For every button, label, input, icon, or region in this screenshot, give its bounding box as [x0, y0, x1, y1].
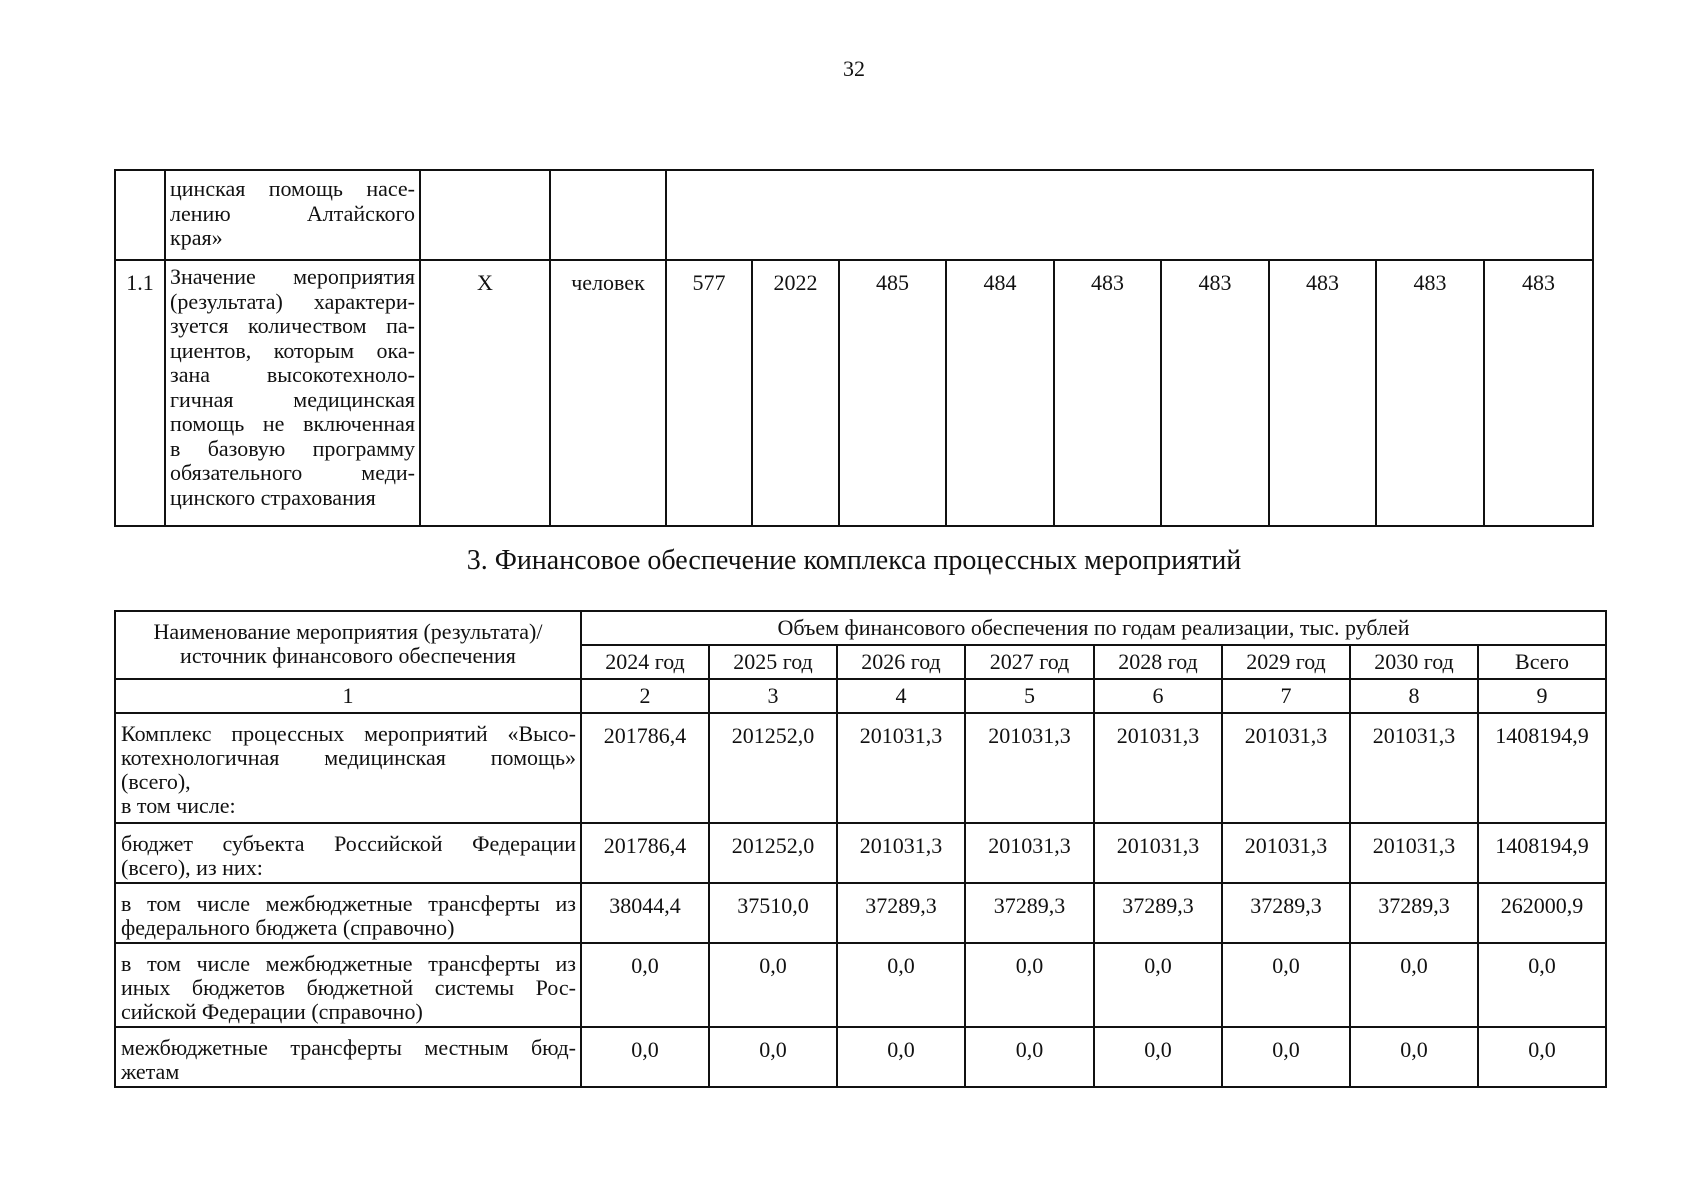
source-name-line: бюджет субъекта Российской Федерации: [121, 831, 576, 856]
value-cell: 483: [1484, 260, 1593, 526]
indicator-name-line: цинского страхования: [170, 484, 376, 510]
source-name-line: жетам: [121, 1059, 180, 1084]
value-cell: 201031,3: [1094, 713, 1222, 823]
value-cell: 37289,3: [1094, 883, 1222, 943]
table-row: [115, 1027, 1606, 1087]
section-title: 3. Финансовое обеспечение комплекса процессных мероприятий: [466, 545, 1242, 576]
value-cell: 201031,3: [1222, 713, 1350, 823]
source-name-line: межбюджетные трансферты местным бюд-: [121, 1035, 576, 1060]
table-row: [115, 943, 1606, 1027]
year-header-cell: 2024 год: [581, 645, 709, 679]
source-name-line: федерального бюджета (справочно): [121, 915, 455, 940]
year-header-cell: 2029 год: [1222, 645, 1350, 679]
header-row: [115, 611, 1606, 645]
value-cell: 37510,0: [709, 883, 837, 943]
total-header-cell: Всего: [1478, 645, 1606, 679]
indicator-name-line: в базовую программу: [170, 435, 415, 461]
column-number-cell: 8: [1350, 679, 1478, 713]
source-name-cell: [115, 943, 581, 1027]
name-header-line: источник финансового обеспечения: [180, 643, 516, 668]
finance-table: [114, 610, 1607, 1088]
total-value-cell: 1408194,9: [1478, 823, 1606, 883]
source-name-line: в том числе:: [121, 793, 236, 818]
column-number-row: [115, 679, 1606, 713]
source-name-cell: [115, 883, 581, 943]
value-cell: 0,0: [1094, 1027, 1222, 1087]
value-cell: 201786,4: [581, 823, 709, 883]
value-cell: 37289,3: [837, 883, 965, 943]
value-cell: 0,0: [837, 943, 965, 1027]
value-cell: 201031,3: [1094, 823, 1222, 883]
year-header-cell: 2026 год: [837, 645, 965, 679]
total-value-cell: 0,0: [1478, 1027, 1606, 1087]
source-name-line: котехнологичная медицинская помощь»: [121, 745, 576, 770]
indicator-name-line: помощь не включенная: [170, 411, 415, 436]
source-name-cell: [115, 713, 581, 823]
value-cell: 0,0: [965, 1027, 1094, 1087]
source-name-cell: [115, 1027, 581, 1087]
indicators-table: [114, 169, 1594, 527]
indicator-name-line: обязательного меди-: [170, 460, 415, 485]
value-cell: 0,0: [709, 943, 837, 1027]
value-cell: 37289,3: [1350, 883, 1478, 943]
page-number: 32: [843, 56, 865, 81]
column-number-cell: 2: [581, 679, 709, 713]
value-cell: 484: [946, 260, 1054, 526]
value-cell: 37289,3: [1222, 883, 1350, 943]
value-cell: 201031,3: [965, 823, 1094, 883]
value-cell: 0,0: [1222, 943, 1350, 1027]
indicator-name-line: цинская помощь насе-: [170, 176, 415, 201]
column-number-cell: 7: [1222, 679, 1350, 713]
table-row: [115, 823, 1606, 883]
base-year-cell: 2022: [752, 260, 839, 526]
total-value-cell: 1408194,9: [1478, 713, 1606, 823]
unit-cell: [550, 170, 666, 260]
value-cell: 201786,4: [581, 713, 709, 823]
source-name-line: Комплекс процессных мероприятий «Высо-: [121, 721, 576, 746]
values-cell: [666, 170, 1593, 260]
value-cell: 201031,3: [837, 713, 965, 823]
value-cell: 201031,3: [837, 823, 965, 883]
mark-cell: X: [420, 260, 550, 526]
value-cell: 0,0: [1350, 943, 1478, 1027]
indicator-name-line: лению Алтайского: [170, 200, 415, 226]
value-cell: 483: [1161, 260, 1269, 526]
row-number-cell: [115, 170, 165, 260]
value-cell: 483: [1376, 260, 1484, 526]
value-cell: 201031,3: [965, 713, 1094, 823]
table-row: [115, 883, 1606, 943]
indicator-name-line: зуется количеством па-: [170, 313, 415, 338]
source-name-line: сийской Федерации (справочно): [121, 999, 423, 1024]
value-cell: 201252,0: [709, 823, 837, 883]
indicator-name-cell: [165, 260, 420, 526]
value-cell: 201031,3: [1350, 713, 1478, 823]
unit-cell: человек: [550, 260, 666, 526]
column-number-cell: 3: [709, 679, 837, 713]
value-cell: 0,0: [1350, 1027, 1478, 1087]
table-row: [115, 170, 1593, 260]
source-name-line: (всего),: [121, 769, 191, 794]
row-number-cell: 1.1: [115, 260, 165, 526]
column-number-cell: 5: [965, 679, 1094, 713]
value-cell: 201031,3: [1350, 823, 1478, 883]
indicator-name-line: зана высокотехноло-: [170, 362, 415, 387]
total-value-cell: 0,0: [1478, 943, 1606, 1027]
column-number-cell: 9: [1478, 679, 1606, 713]
name-header-line: Наименование мероприятия (результата)/: [153, 619, 543, 644]
indicator-name-line: края»: [170, 225, 223, 250]
indicator-name-line: гичная медицинская: [170, 386, 415, 412]
indicator-name-line: Значение мероприятия: [170, 264, 415, 289]
year-header-cell: 2030 год: [1350, 645, 1478, 679]
value-cell: 0,0: [581, 1027, 709, 1087]
value-cell: 485: [839, 260, 946, 526]
value-cell: 0,0: [581, 943, 709, 1027]
source-name-line: (всего), из них:: [121, 855, 263, 880]
source-name-line: в том числе межбюджетные трансферты из: [121, 951, 576, 976]
value-cell: 483: [1269, 260, 1376, 526]
name-header-cell: [115, 611, 581, 679]
year-header-cell: 2028 год: [1094, 645, 1222, 679]
source-name-cell: [115, 823, 581, 883]
value-cell: 483: [1054, 260, 1161, 526]
column-number-cell: 1: [115, 679, 581, 713]
table-row: [115, 260, 1593, 526]
total-value-cell: 262000,9: [1478, 883, 1606, 943]
value-cell: 0,0: [709, 1027, 837, 1087]
indicator-name-line: (результата) характери-: [170, 288, 415, 314]
value-cell: 0,0: [965, 943, 1094, 1027]
year-header-cell: 2025 год: [709, 645, 837, 679]
base-value-cell: 577: [666, 260, 752, 526]
table-row: [115, 713, 1606, 823]
source-name-line: иных бюджетов бюджетной системы Рос-: [121, 975, 576, 1000]
value-cell: 0,0: [1222, 1027, 1350, 1087]
value-cell: 37289,3: [965, 883, 1094, 943]
value-cell: 38044,4: [581, 883, 709, 943]
indicator-name-cell: [165, 170, 420, 260]
indicator-name-line: циентов, которым ока-: [170, 337, 415, 363]
column-number-cell: 6: [1094, 679, 1222, 713]
value-cell: 0,0: [837, 1027, 965, 1087]
value-cell: 0,0: [1094, 943, 1222, 1027]
mark-cell: [420, 170, 550, 260]
value-cell: 201031,3: [1222, 823, 1350, 883]
column-number-cell: 4: [837, 679, 965, 713]
year-header-cell: 2027 год: [965, 645, 1094, 679]
value-cell: 201252,0: [709, 713, 837, 823]
source-name-line: в том числе межбюджетные трансферты из: [121, 891, 576, 916]
volume-header-cell: Объем финансового обеспечения по годам реализации, тыс. рублей: [581, 611, 1606, 645]
